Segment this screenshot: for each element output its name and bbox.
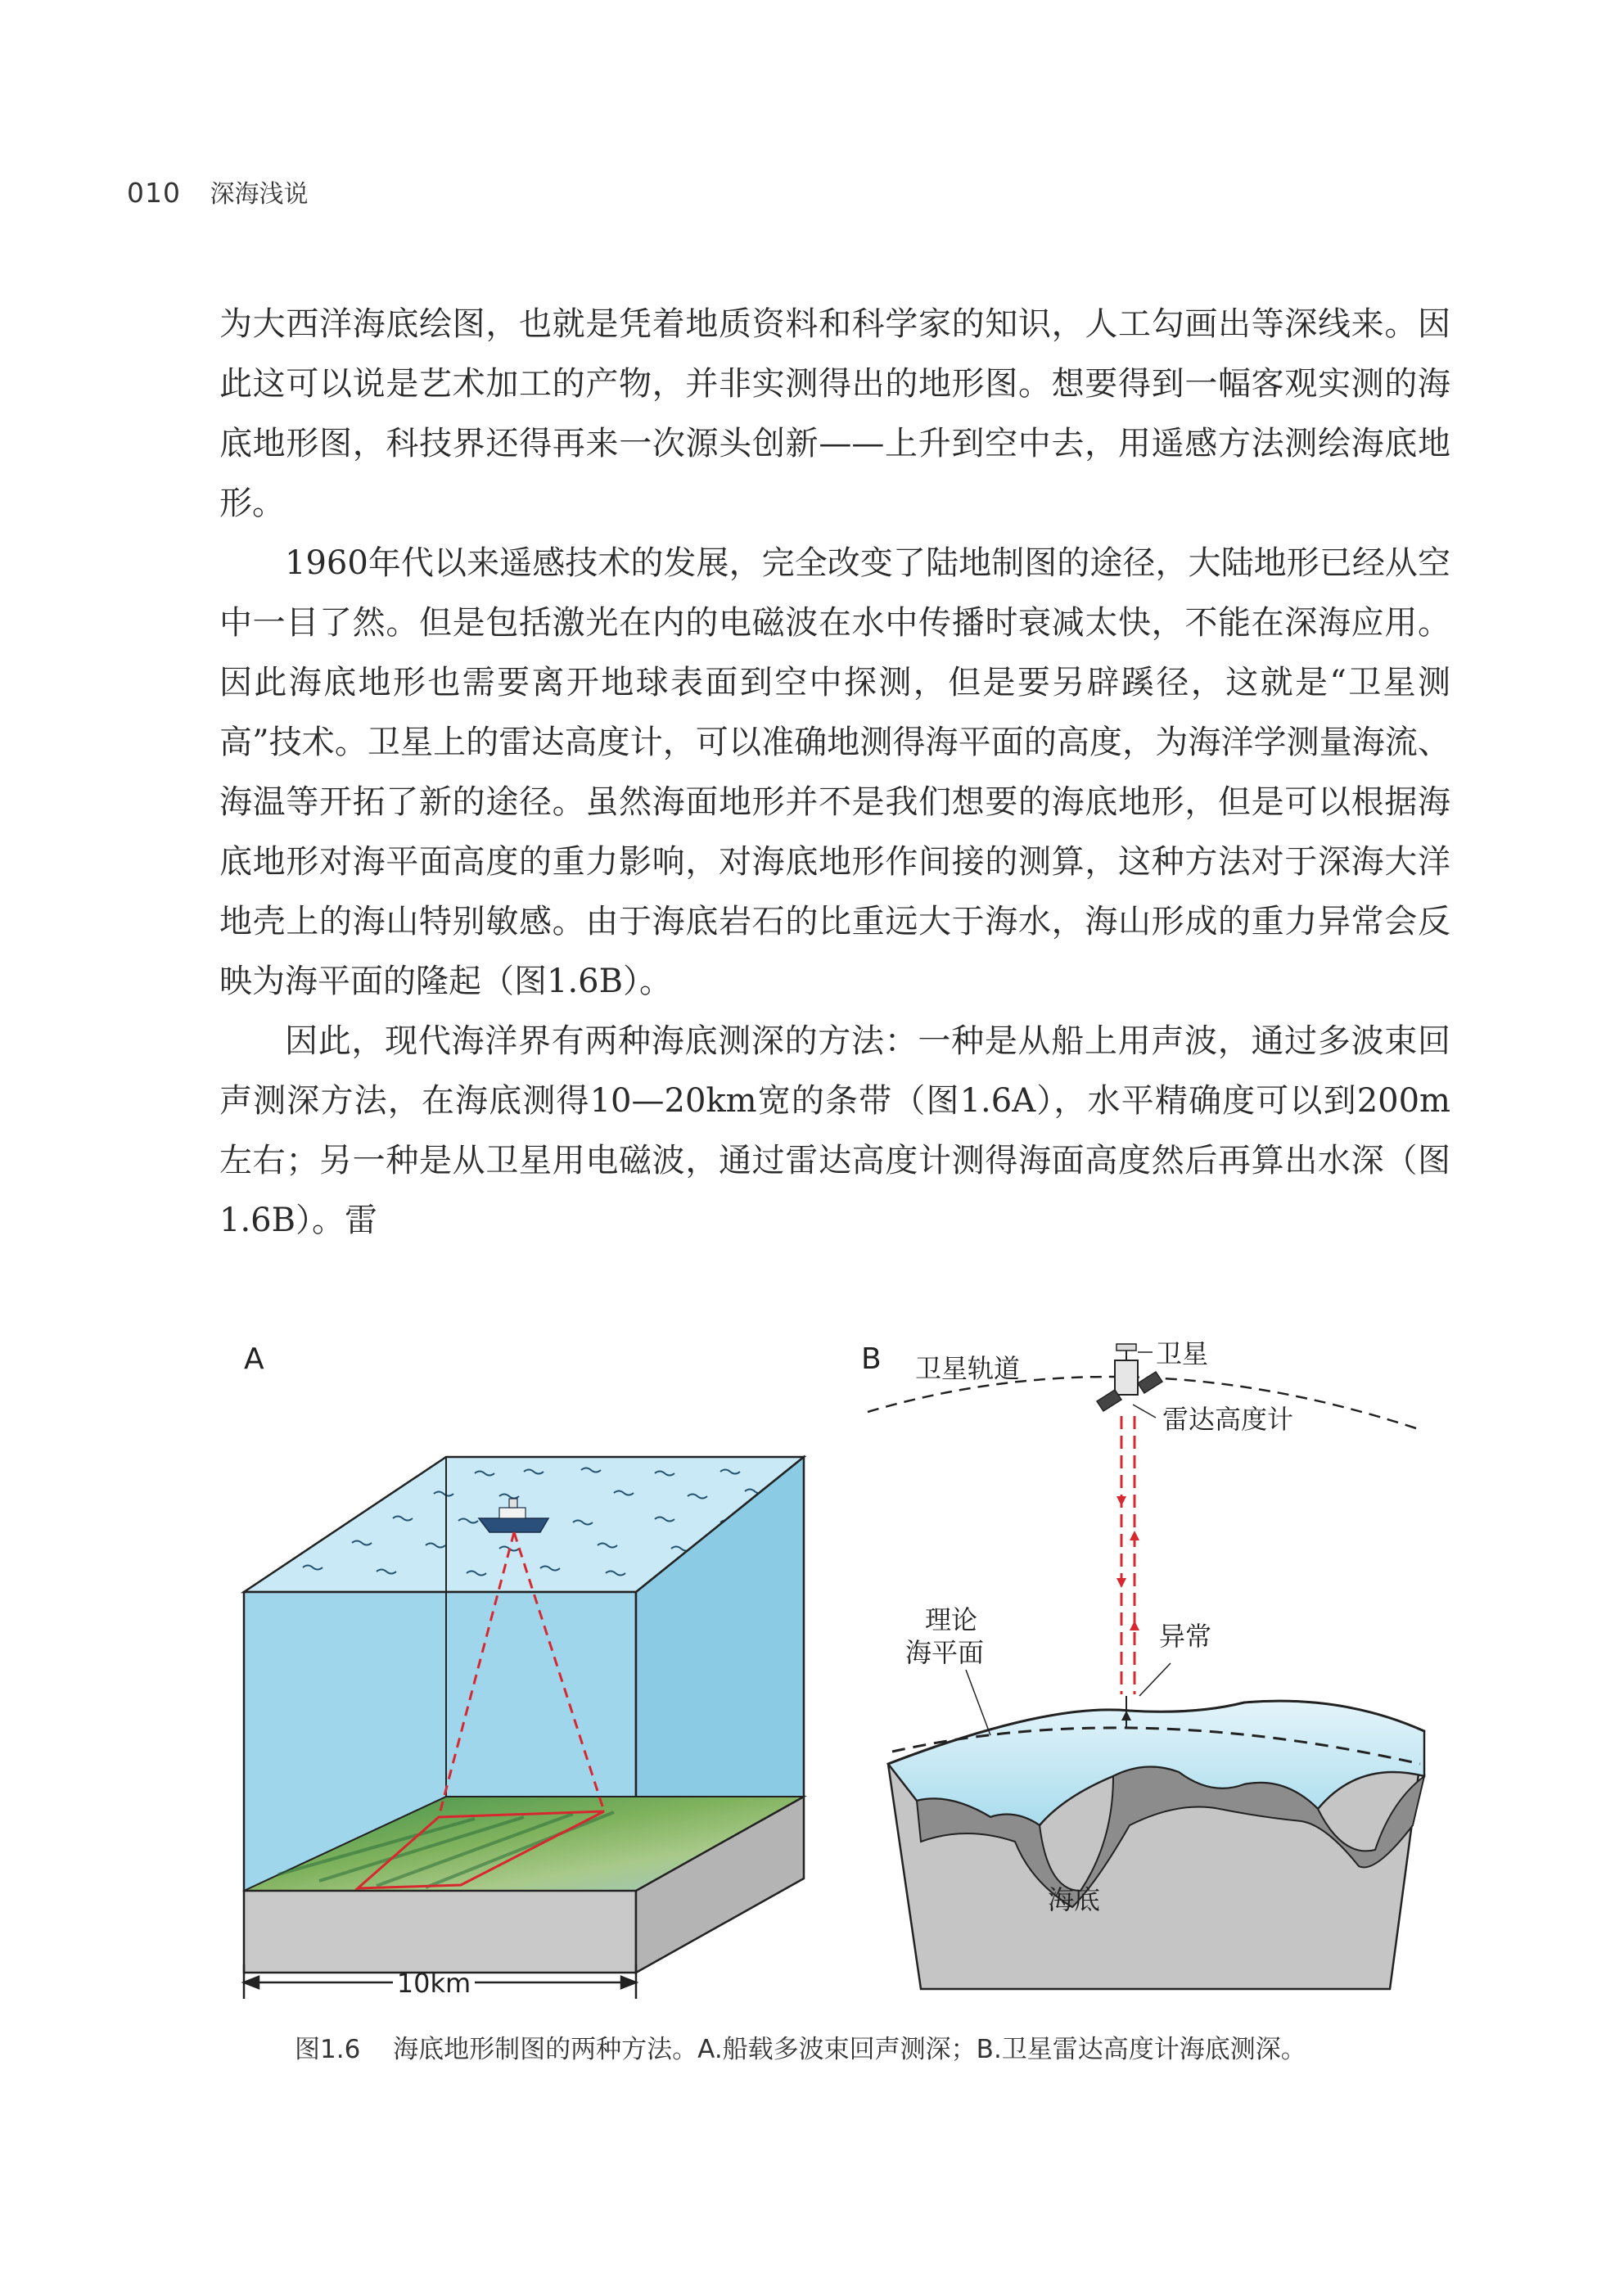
caption-text: 海底地形制图的两种方法。A.船载多波束回声测深；B.卫星雷达高度计海底测深。 [393,2035,1306,2064]
panel-a-block [244,1457,804,1999]
radar-beams [1121,1416,1135,1694]
paragraph-1: 为大西洋海底绘图，也就是凭着地质资料和科学家的知识，人工勾画出等深线来。因此这可以说是艺术加工的产物，并非实测得出的地形图。想要得到一幅客观实测的海底地形图，科技界还得再来一次源头创新——上升到空中去，用遥感方法测绘海底地形。 [219,305,1450,522]
satellite-label: 卫星 [1156,1338,1209,1369]
orbit-label: 卫星轨道 [915,1353,1021,1384]
altimeter-leader [1133,1405,1156,1418]
panel-b [868,1338,1424,1989]
theory-leader [966,1670,990,1735]
scale-label: 10km [396,1968,471,1999]
satellite-icon [1097,1344,1162,1411]
book-title: 深海浅说 [210,180,309,209]
panel-a-letter: A [244,1342,264,1376]
crust-front [244,1891,636,1973]
running-header [127,174,309,210]
anomaly-leader [1139,1663,1171,1696]
anomaly-label: 异常 [1159,1621,1212,1652]
paragraph-3: 因此，现代海洋界有两种海底测深的方法：一种是从船上用声波，通过多波束回声测深方法，在海底测得10—20km宽的条带（图1.6A），水平精确度可以到200m左右；另一种是从卫星用电磁波，通过雷达高度计测得海面高度然后再算出水深（图1.6B）。雷 [219,1022,1450,1239]
paragraph-2: 1960年代以来遥感技术的发展，完全改变了陆地制图的途径，大陆地形已经从空中一目了然。但是包括激光在内的电磁波在水中传播时衰减太快，不能在深海应用。因此海底地形也需要离开地球表面到空中探测，但是要另辟蹊径，这就是“卫星测高”技术。卫星上的雷达高度计，可以准确地测得海平面的高度，为海洋学测量海流、海温等开拓了新的途径。虽然海面地形并不是我们想要的海底地形，但是可以根据海底地形对海平面高度的重力影响，对海底地形作间接的测算，这种方法对于深海大洋地壳上的海山特别敏感。由于海底岩石的比重远大于海水，海山形成的重力异常会反映为海平面的隆起（图1.6B）。 [219,544,1450,1000]
figure-1-6 [229,1318,1457,2005]
figure-svg [229,1318,1457,2005]
page-number: 010 [127,177,181,209]
radar-arrows [1116,1496,1139,1630]
seafloor-label: 海底 [1048,1884,1101,1915]
theory-label-line2: 海平面 [905,1637,985,1668]
theory-label-line1: 理论 [925,1604,978,1635]
altimeter-label: 雷达高度计 [1162,1404,1294,1435]
panel-b-letter: B [861,1342,882,1376]
figure-caption [295,2028,1306,2065]
body-text [219,295,1450,1251]
caption-number: 图1.6 [295,2035,361,2064]
